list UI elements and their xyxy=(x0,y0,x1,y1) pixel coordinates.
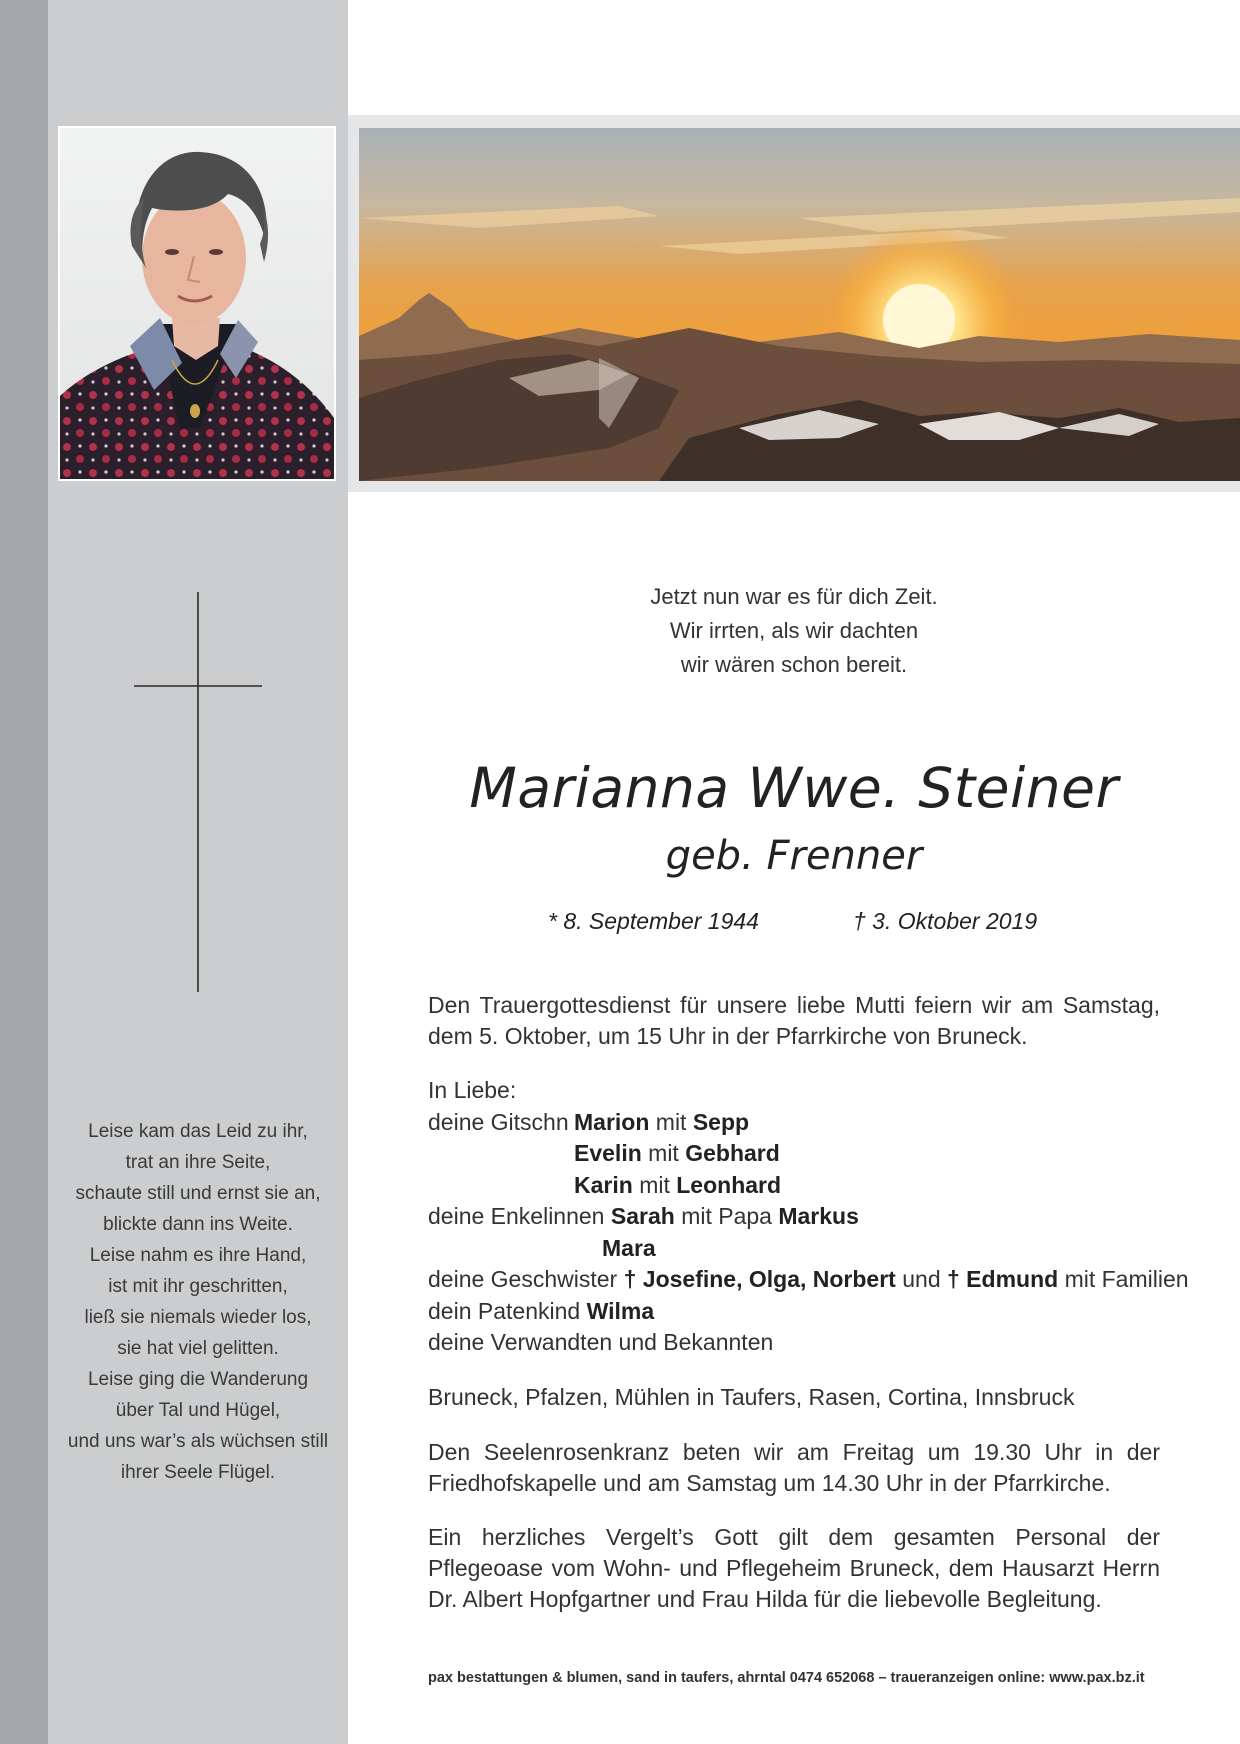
poem-line: über Tal und Hügel, xyxy=(115,1400,281,1421)
connector-text: mit Papa xyxy=(681,1203,772,1229)
poem-line: Leise ging die Wanderung xyxy=(87,1369,309,1390)
patenkind-label: dein Patenkind xyxy=(428,1297,581,1324)
gitschn-label: deine Gitschn xyxy=(428,1108,569,1135)
mourners-row xyxy=(428,1233,1160,1265)
mourners-row xyxy=(428,1201,1160,1233)
portrait-photo xyxy=(58,126,336,481)
poem-line: ließ sie niemals wieder los, xyxy=(84,1307,312,1328)
left-poem xyxy=(48,1116,348,1488)
relatives-text: deine Verwandten und Bekannten xyxy=(428,1329,774,1355)
motto-line: Wir irrten, als wir dachten xyxy=(669,618,919,643)
siblings-label: deine Geschwister xyxy=(428,1266,618,1292)
partner-name: Leonhard xyxy=(676,1171,782,1198)
maiden-name: geb. Frenner xyxy=(665,833,923,879)
partner-name: Sepp xyxy=(692,1108,750,1135)
daughter-name: Karin xyxy=(574,1171,633,1198)
connector-text: und xyxy=(902,1266,941,1292)
poem-line: Leise nahm es ihre Hand, xyxy=(89,1245,307,1266)
poem-line: trat an ihre Seite, xyxy=(125,1152,271,1173)
sibling-name: † Edmund xyxy=(947,1266,1059,1292)
cross-icon xyxy=(134,592,262,992)
grandchild-name: Sarah xyxy=(610,1203,675,1229)
mourners-intro: In Liebe: xyxy=(428,1077,517,1103)
mourners-row xyxy=(428,1170,1160,1202)
poem-line: ist mit ihr geschritten, xyxy=(108,1276,288,1297)
poem-line: sie hat viel gelitten. xyxy=(117,1338,279,1359)
poem-line: Leise kam das Leid zu ihr, xyxy=(88,1121,308,1142)
death-date: † 3. Oktober 2019 xyxy=(853,908,1038,934)
connector-text: mit xyxy=(655,1108,687,1135)
poem-line: blickte dann ins Weite. xyxy=(103,1214,293,1235)
mourners-row xyxy=(428,1296,1160,1328)
poem-line: schaute still und ernst sie an, xyxy=(75,1183,321,1204)
birth-date: * 8. September 1944 xyxy=(548,908,759,934)
places-text: Bruneck, Pfalzen, Mühlen in Taufers, Rasen, Cortina, Innsbruck xyxy=(428,1384,1075,1410)
connector-text: mit xyxy=(648,1140,679,1166)
footer-credit: pax bestattungen & blumen, sand in taufers, ahrntal 0474 652068 – traueranzeigen online: www.pax.bz.it xyxy=(428,1670,1145,1686)
thanks-text: Ein herzliches Vergelt’s Gott gilt dem gesamten Personal der Pflegeoase vom Wohn- und Pflegeheim Bruneck, dem Hausarzt Herrn Dr. Albert Hopfgartner und Frau Hilda für die liebevolle Begleitung. xyxy=(428,1524,1160,1612)
mourners-list xyxy=(428,1075,1189,1359)
siblings-names: † Josefine, Olga, Norbert xyxy=(623,1266,896,1292)
mourners-row xyxy=(428,1264,1189,1296)
enkel-label: deine Enkelinnen xyxy=(428,1203,605,1229)
motto-line: Jetzt nun war es für dich Zeit. xyxy=(650,584,938,609)
rosary-text: Den Seelenrosenkranz beten wir am Freitag um 19.30 Uhr in der Friedhofskapelle und am Samstag um 14.30 Uhr in der Pfarrkirche. xyxy=(428,1439,1160,1496)
poem-line: und uns war’s als wüchsen still xyxy=(67,1431,329,1452)
deceased-name: Marianna Wwe. Steiner xyxy=(469,756,1119,820)
service-text: Den Trauergottesdienst für unsere liebe Mutti feiern wir am Samstag, dem 5. Oktober, um 15 Uhr in der Pfarrkirche von Bruneck. xyxy=(428,992,1160,1049)
father-name: Markus xyxy=(778,1203,859,1229)
grandchild-name: Mara xyxy=(602,1234,656,1261)
partner-name: Gebhard xyxy=(685,1140,780,1166)
godchild-name: Wilma xyxy=(586,1297,655,1324)
mourners-row xyxy=(428,1107,1160,1139)
left-dark-strip xyxy=(0,0,48,1744)
connector-text: mit xyxy=(639,1171,670,1198)
mourners-row xyxy=(428,1138,1160,1170)
daughter-name: Evelin xyxy=(574,1140,642,1166)
sunset-landscape-image xyxy=(359,128,1240,481)
connector-text: mit Familien xyxy=(1064,1266,1189,1292)
motto xyxy=(348,580,1240,682)
motto-line: wir wären schon bereit. xyxy=(680,652,908,677)
daughter-name: Marion xyxy=(574,1108,650,1135)
poem-line: ihrer Seele Flügel. xyxy=(120,1462,276,1483)
